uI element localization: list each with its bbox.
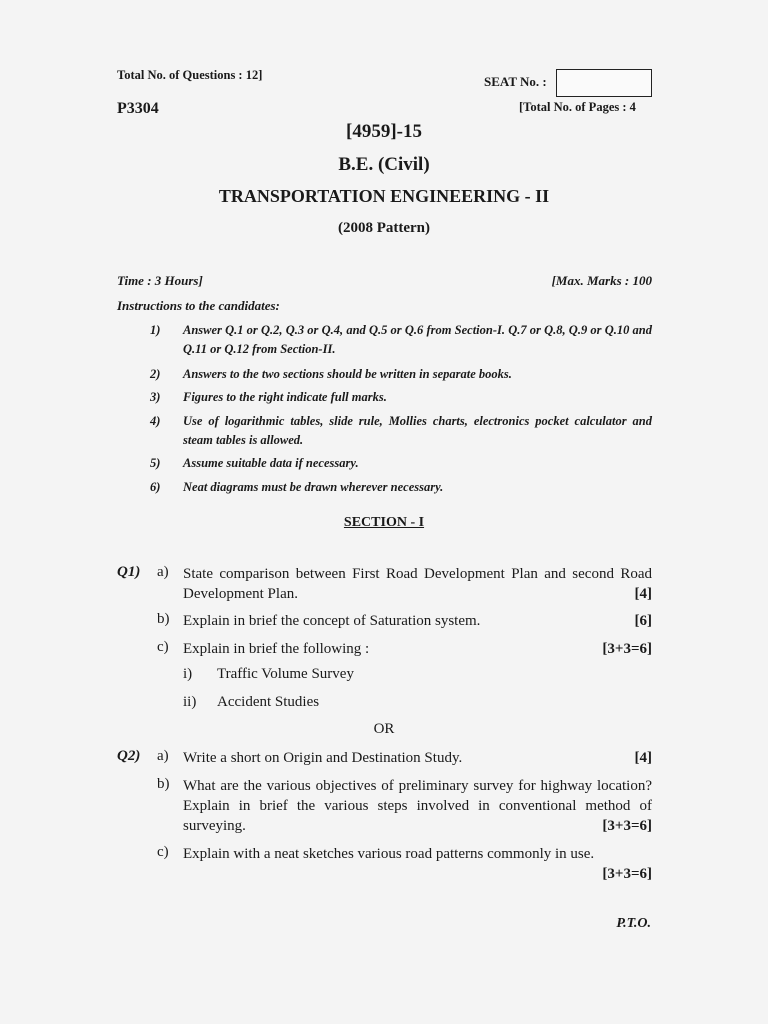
seat-number-label: SEAT No. : [484,74,547,89]
sub-question-label: a) [157,748,169,764]
list-item: Traffic Volume Survey [217,666,354,682]
exam-code: [4959]-15 [346,121,422,142]
section-title: SECTION - I [343,515,425,530]
instruction-item [150,412,652,450]
list-item-number: i) [183,666,193,682]
instruction-text: Answers to the two sections should be written in separate books. [183,367,512,381]
question-text [183,844,652,884]
question-text [183,564,652,604]
exam-time: Time : 3 Hours] [117,273,203,288]
question-text [183,611,652,631]
subject-title: TRANSPORTATION ENGINEERING - II [218,186,550,206]
marks-label: [3+3=6] [602,866,652,882]
instruction-number: 2) [150,367,161,381]
question-text [183,776,652,836]
instruction-number: 4) [150,414,161,428]
question-text [183,639,652,659]
course-title: B.E. (Civil) [338,154,430,175]
question-text [183,748,652,768]
question-text-body: Explain in brief the concept of Saturation system. [183,613,481,629]
instruction-number: 1) [150,323,161,337]
instruction-text: Assume suitable data if necessary. [183,456,359,470]
sub-question-label: b) [157,776,170,792]
instruction-item [150,388,652,407]
instruction-text: Answer Q.1 or Q.2, Q.3 or Q.4, and Q.5 or Q.6 from Section-I. Q.7 or Q.8, Q.9 or Q.10 and Q.11 or Q.12 from Section-II. [183,323,652,356]
question-text-body: Write a short on Origin and Destination Study. [183,750,463,766]
question-label: Q1) [117,564,141,580]
question-text-body: Explain with a neat sketches various road patterns commonly in use. [183,846,595,862]
instruction-text: Figures to the right indicate full marks. [183,390,387,404]
pattern-label: (2008 Pattern) [337,220,431,236]
sub-question-label: b) [157,611,170,627]
marks-label: [3+3=6] [602,641,652,657]
marks-label: [4] [634,750,652,766]
question-text-body: Explain in brief the following : [183,641,370,657]
seat-number-box[interactable] [556,69,652,97]
sub-question-label: a) [157,564,169,580]
instruction-item [150,454,652,473]
total-pages: [Total No. of Pages : 4 [519,100,636,114]
paper-code: P3304 [117,100,159,117]
instructions-heading: Instructions to the candidates: [117,298,280,313]
instruction-number: 5) [150,456,161,470]
question-text-body: State comparison between First Road Development Plan and second Road Development Plan. [183,566,652,602]
or-separator: OR [373,721,395,737]
list-item: Accident Studies [217,694,320,710]
list-item-number: ii) [183,694,197,710]
sub-question-label: c) [157,639,169,655]
question-label: Q2) [117,748,141,764]
instruction-number: 3) [150,390,161,404]
instruction-item [150,365,652,384]
page-turn-over: P.T.O. [616,916,651,931]
marks-label: [4] [634,586,652,602]
instruction-item [150,321,652,359]
instruction-text: Use of logarithmic tables, slide rule, Mollies charts, electronics pocket calculator and steam tables is allowed. [183,414,652,447]
marks-label: [6] [634,613,652,629]
sub-question-label: c) [157,844,169,860]
instruction-item [150,478,652,497]
marks-label: [3+3=6] [602,818,652,834]
instruction-number: 6) [150,480,161,494]
total-questions: Total No. of Questions : 12] [117,68,263,82]
question-text-body: What are the various objectives of preliminary survey for highway location? Explain in brief the various steps involved in conventional method of surveying. [183,778,652,834]
max-marks: [Max. Marks : 100 [551,273,652,288]
instruction-text: Neat diagrams must be drawn wherever necessary. [183,480,444,494]
